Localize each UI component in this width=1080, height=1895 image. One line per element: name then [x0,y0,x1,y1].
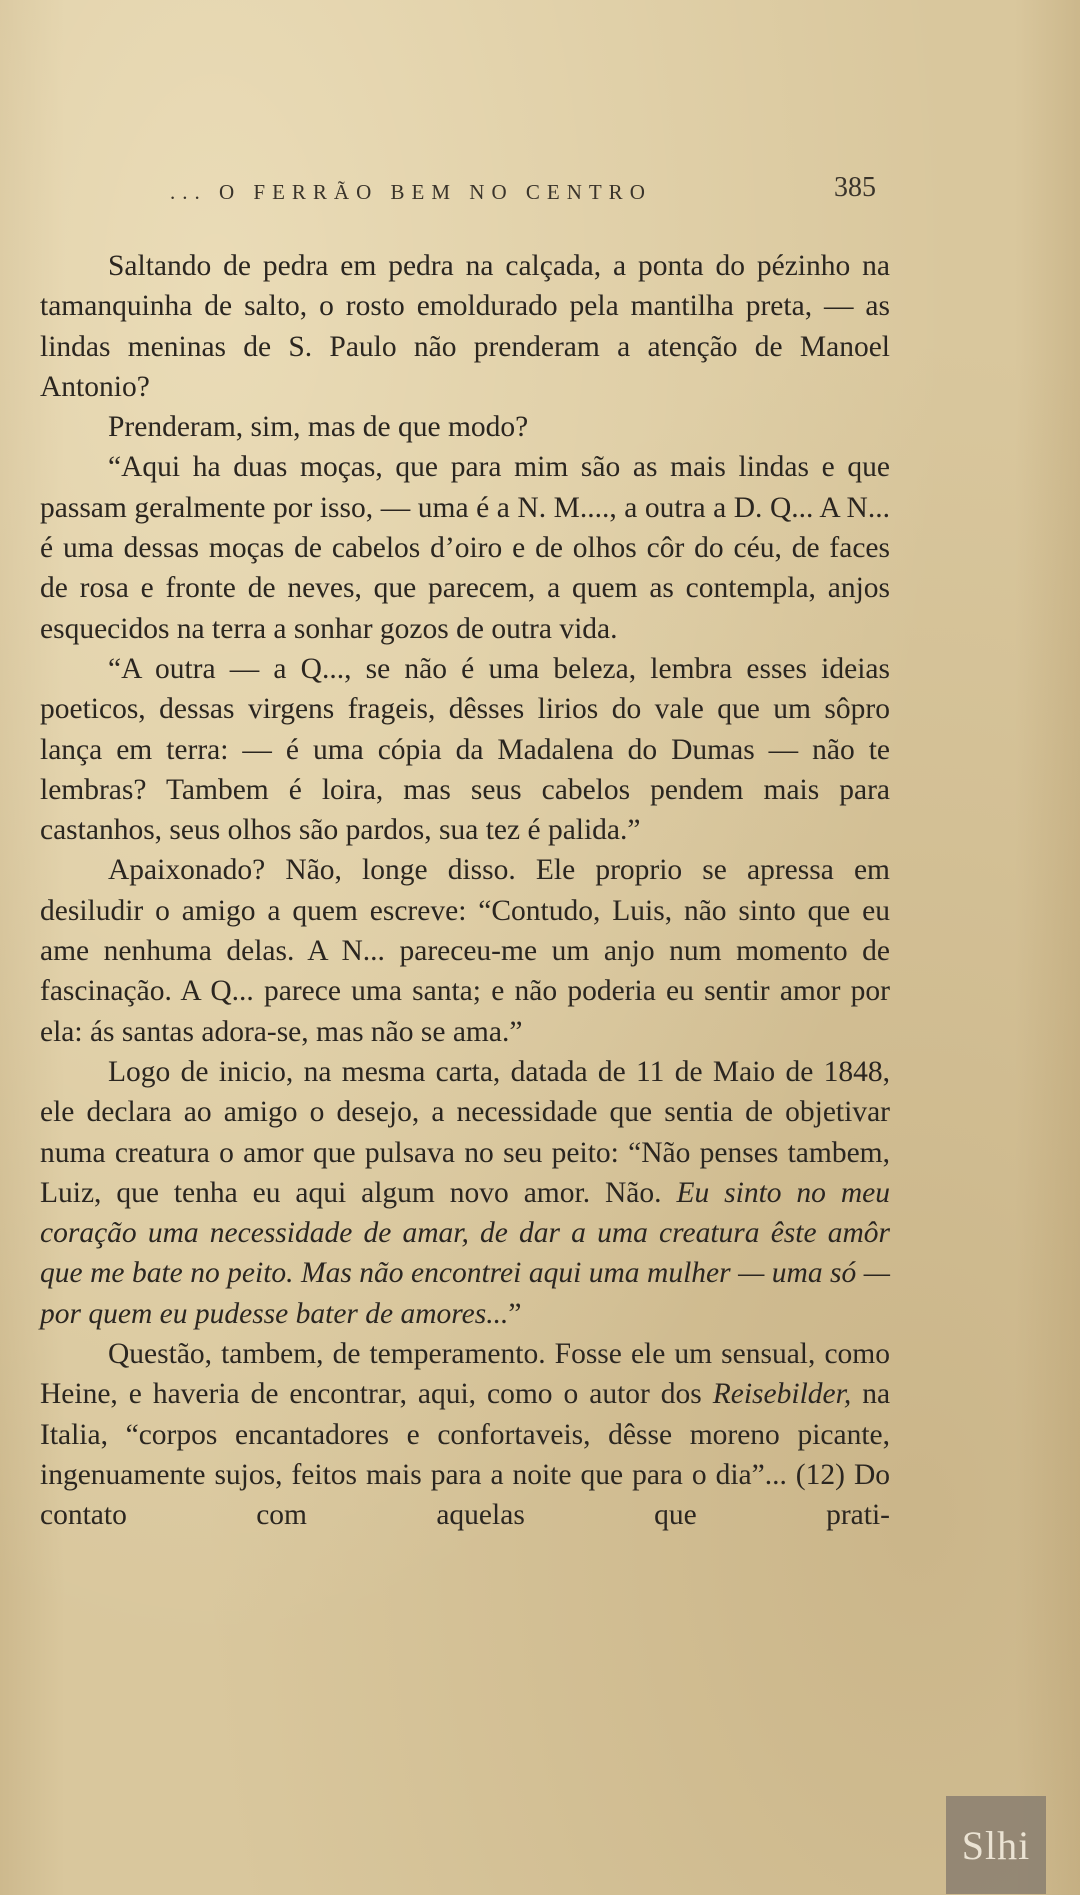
paragraph-3: “Aqui ha duas moças, que para mim são as mais lindas e que passam geralmente por isso, — uma é a N. M...., a outra a D. Q... A N... é uma dessas moças de cabelos d’oiro e de olhos côr do céu, de faces de rosa e fronte de neves, que parecem, a quem as contempla, anjos esquecidos na terra a sonhar gozos de outra vida. [40,451,890,645]
paragraph-7 [40,1334,890,1535]
paragraph-7-start: Questão, tambem, de temperamento. Fosse ele um sensual, como Heine, e haveria de encontrar, aqui, como o autor dos [40,1338,890,1411]
paragraph-6-end: ” [508,1297,522,1330]
page-number: 385 [834,172,876,203]
paragraph-6-start: Logo de inicio, na mesma carta, datada de 11 de Maio de 1848, ele declara ao amigo o desejo, a necessidade que sentia de objetivar numa creatura o amor que pulsava no seu peito: “Não penses tambem, Luiz, que tenha eu aqui algum novo amor. Não. [40,1055,890,1209]
paragraph-6-italic-quote: Eu sinto no meu coração uma necessidade de amar, de dar a uma creatura êste amôr que me bate no peito. Mas não encontrei aqui uma mulher — uma só — por quem eu pudesse bater de amores... [40,1176,891,1330]
library-logo [946,1796,1046,1894]
paragraph-1: Saltando de pedra em pedra na calçada, a ponta do pézinho na tamanquinha de salto, o rosto emoldurado pela mantilha preta, — as lindas meninas de S. Paulo não prenderam a atenção de Manoel Antonio? [40,250,890,403]
paragraph-2: Prenderam, sim, mas de que modo? [108,411,529,444]
paragraph-6 [40,1052,890,1334]
running-title: ... O FERRÃO BEM NO CENTRO [170,180,652,204]
paragraph-4: “A outra — a Q..., se não é uma beleza, lembra esses ideias poeticos, dessas virgens frageis, dêsses lirios do vale que um sôpro lança em terra: — é uma cópia da Madalena do Dumas — não te lembras? Tambem é loira, mas seus cabelos pendem mais para castanhos, seus olhos são pardos, sua tez é palida.” [40,652,890,847]
paragraph-7-italic-title: Reisebilder, [712,1378,852,1411]
logo-text: Slhi [961,1822,1031,1868]
paragraph-7-end: na Italia, “corpos encantadores e confortaveis, dêsse moreno picante, ingenuamente sujos, feitos mais para a noite que para o dia”... (12) Do contato com aquelas que prati- [40,1378,891,1532]
body-text [40,246,890,1536]
paragraph-5: Apaixonado? Não, longe disso. Ele proprio se apressa em desiludir o amigo a quem escreve: “Contudo, Luis, não sinto que eu ame nenhuma delas. A N... pareceu-me um anjo num momento de fascinação. A Q... parece uma santa; e não poderia eu sentir amor por ela: ás santas adora-se, mas não se ama.” [40,854,890,1048]
page-header [170,172,890,214]
